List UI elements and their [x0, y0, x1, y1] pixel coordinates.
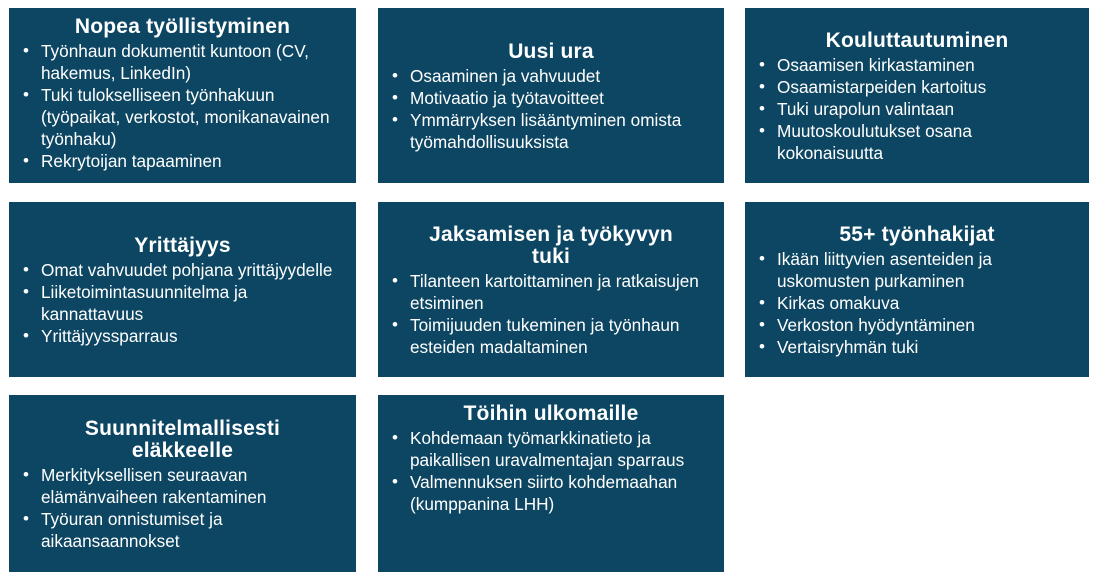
list-item: • Tuki tulokselliseen työnhakuun (työpaikat, verkostot, monikanavainen työnhaku) [23, 85, 330, 149]
list-item: • Tuki urapolun valintaan [759, 98, 955, 119]
list-item: • Kirkas omakuva [759, 292, 900, 313]
card-title: Suunnitelmallisesti eläkkeelle [84, 416, 281, 462]
list-item: • Verkoston hyödyntäminen [759, 314, 975, 335]
list-item: • Kohdemaan työmarkkinatieto ja paikallisen uravalmentajan sparraus [392, 428, 685, 470]
list-item: • Yrittäjyyssparraus [23, 325, 178, 346]
card-title: Nopea työllistyminen [74, 15, 291, 38]
list-item: • Vertaisryhmän tuki [759, 336, 919, 357]
card-title: Töihin ulkomaille [463, 402, 639, 425]
card-yrittajyys [9, 202, 356, 377]
list-item: • Työuran onnistumiset ja aikaansaannokset [23, 508, 223, 551]
list-item: • Motivaatio ja työtavoitteet [392, 87, 604, 108]
card-55-tyonhakijat [745, 202, 1089, 377]
list-item: • Liiketoimintasuunnitelma ja kannattavuus [23, 281, 248, 324]
list-item: • Työnhaun dokumentit kuntoon (CV, hakemus, LinkedIn) [23, 41, 309, 83]
card-list [390, 270, 712, 358]
card-title: Jaksamisen ja työkyvyn tuki [429, 222, 673, 268]
card-suunnitelmallisesti-elakkeelle [9, 395, 356, 572]
card-nopea-tyollistyminen [9, 8, 356, 183]
card-title: Uusi ura [508, 39, 594, 63]
card-list [21, 40, 344, 172]
list-item: • Tilanteen kartoittaminen ja ratkaisujen etsiminen [392, 270, 699, 313]
list-item: • Muutoskoulutukset osana kokonaisuutta [759, 120, 972, 163]
list-item: • Osaaminen ja vahvuudet [392, 65, 601, 86]
card-list [21, 259, 344, 347]
list-item: • Merkityksellisen seuraavan elämänvaiheen rakentaminen [23, 464, 267, 507]
card-list [390, 427, 712, 515]
card-list [757, 248, 1077, 358]
card-title: Yrittäjyys [134, 233, 231, 257]
list-item: • Omat vahvuudet pohjana yrittäjyydelle [23, 259, 333, 280]
card-uusi-ura [378, 8, 724, 183]
card-jaksamisen-tuki [378, 202, 724, 377]
card-list [757, 54, 1077, 164]
card-title: Kouluttautuminen [825, 28, 1009, 52]
list-item: • Rekrytoijan tapaaminen [23, 151, 222, 171]
card-list [390, 65, 712, 153]
list-item: • Ikään liittyvien asenteiden ja uskomusten purkaminen [759, 248, 992, 291]
card-kouluttautuminen [745, 8, 1089, 183]
card-list [21, 464, 344, 552]
list-item: • Osaamisen kirkastaminen [759, 54, 975, 75]
list-item: • Osaamistarpeiden kartoitus [759, 76, 987, 97]
card-title: 55+ työnhakijat [839, 222, 995, 246]
list-item: • Ymmärryksen lisääntyminen omista työmahdollisuuksista [392, 109, 682, 152]
card-toihin-ulkomaille [378, 395, 724, 572]
list-item: • Toimijuuden tukeminen ja työnhaun esteiden madaltaminen [392, 314, 680, 357]
list-item: • Valmennuksen siirto kohdemaahan (kumppanina LHH) [392, 472, 678, 514]
